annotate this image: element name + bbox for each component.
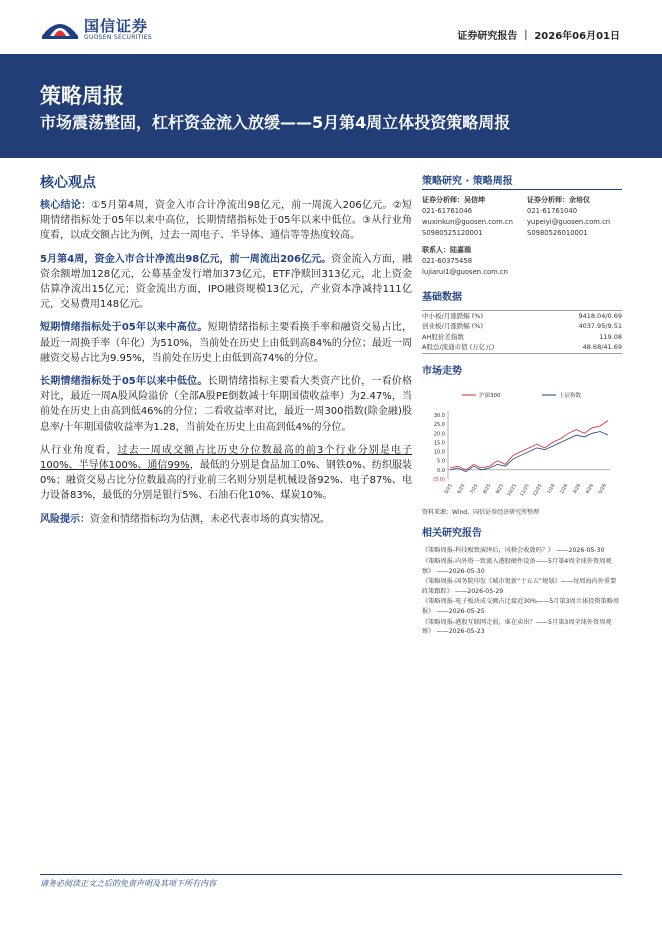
- report-title: 市场震荡整固，杠杆资金流入放缓——5月第4周立体投资策略周报: [40, 113, 511, 132]
- related-report-item[interactable]: 《策略周报-国务院印发《城市更新“十五五”规划》——每周海内外重要政策跟踪》 ——2026-05-29: [422, 578, 617, 595]
- table-row: [422, 332, 622, 343]
- long-term-sentiment-text: 长期情绪指标主要看大类资产比价，一看价格对比，最近一周A股风险溢价（全部A股PE倒数减十年期国债收益率）为2.47%，当前处在历史上由高到低46%的分位；二看收益率对比，最近一周300指数(除金融)股息率/十年期国债收益率为1.28，当前处在历史上由高到低4%的分位。: [40, 376, 412, 433]
- market-trend-chart: [422, 385, 622, 505]
- fund-flow-text: 资金流入方面，融资余额增加128亿元，公募基金发行增加373亿元，ETF净赎回313亿元，北上资金估算净流出15亿元；资金流出方面，IPO融资规模13亿元，产业资本净减持111亿元，交易费用148亿元。: [40, 253, 412, 311]
- basic-data-title: 基础数据: [422, 292, 462, 303]
- sidebar-column: [422, 172, 622, 638]
- risk-label: 风险提示：: [40, 513, 90, 525]
- report-category: 策略周报: [40, 84, 124, 108]
- guosen-logo: [40, 14, 180, 44]
- short-term-sentiment-label: 短期情绪指标处于05年以来中高位。: [40, 322, 208, 334]
- basic-data-value: 48.68/41.69: [582, 343, 622, 352]
- basic-data-value: 4037.95/9.51: [578, 322, 622, 331]
- related-report-item[interactable]: 《策略周报-电子板块成交额占比接近30%——5月第3周立体投资策略周报》 ——2026-05-25: [422, 598, 620, 615]
- series-line: [450, 421, 608, 470]
- y-tick-label: 25.0: [433, 422, 445, 429]
- industry-paragraph: [40, 443, 412, 504]
- analyst-1: [422, 195, 517, 239]
- analysts-block: [422, 195, 622, 239]
- research-type: 策略研究 · 策略周报: [422, 172, 622, 190]
- basic-data-label: A股总/流通市值 (万亿元): [422, 343, 495, 352]
- report-type-date: 证券研究报告 ｜ 2026年06月01日: [457, 31, 620, 42]
- x-tick-label: 7/25: [469, 483, 480, 496]
- x-tick-label: 8/25: [482, 483, 493, 496]
- industry-text: ，最低的分别是食品加工0%、钢铁0%、纺织服装0%；融资交易占比分位数最高的行业前三名则分别是机械设备92%、电子87%、电力设备83%，最低的分别是银行5%、石油石化10%、煤炭10%。: [40, 460, 413, 502]
- y-tick-label: 20.0: [433, 431, 445, 438]
- core-views-column: [40, 172, 412, 535]
- fund-flow-label: 5月第4周，资金入市合计净流出98亿元，前一周流出206亿元。: [40, 253, 332, 265]
- analyst-2-cert: S0980526010001: [527, 229, 588, 237]
- analyst-1-cert: S0980525120001: [422, 229, 483, 237]
- industry-underlined-text: 过去一周成交额占比历史分位数最高的前3个行业分别是电子100%、半导体100%、通信99%: [40, 444, 412, 472]
- basic-data-label: 中小板/月涨跌幅 (%): [422, 311, 484, 320]
- contact-title: 联系人：陆嘉瑞: [422, 246, 471, 254]
- x-tick-label: 11/25: [519, 483, 531, 498]
- guosen-logo-icon: [40, 14, 80, 44]
- risk-paragraph: [40, 512, 412, 527]
- basic-data-value: 119.08: [599, 332, 622, 341]
- x-tick-label: 9/25: [495, 483, 506, 496]
- basic-data-table: [422, 310, 622, 354]
- y-tick-label: 0.0: [437, 468, 445, 475]
- logo-text-cn: 国信证券: [84, 17, 149, 35]
- table-row: [422, 343, 622, 354]
- short-term-sentiment-text: 短期情绪指标主要看换手率和融资交易占比，最近一周换手率（年化）为510%，当前处在历史上由低到高84%的分位；最近一周融资交易占比为9.95%，当前处在历史上由低到高74%的分位。: [40, 322, 412, 364]
- x-tick-label: 2/26: [559, 483, 570, 496]
- logo-text-en: GUOSEN SECURITIES: [84, 34, 153, 41]
- contact-email[interactable]: lujiarui1@guosen.com.cn: [422, 268, 508, 276]
- table-row: [422, 322, 622, 333]
- page-header: [0, 0, 662, 52]
- related-reports-list: [422, 546, 622, 636]
- y-tick-label: 30.0: [433, 413, 445, 420]
- x-tick-label: 12/25: [532, 483, 544, 498]
- y-tick-label: (5.0): [433, 477, 445, 484]
- core-views-title: 核心观点: [40, 175, 96, 191]
- contact-block: [422, 245, 622, 278]
- x-tick-label: 4/26: [585, 483, 595, 496]
- x-tick-label: 1/26: [546, 483, 557, 496]
- basic-data-label: 创业板/月涨跌幅 (%): [422, 322, 484, 331]
- industry-label: 从行业角度看，: [40, 444, 118, 456]
- core-conclusion-label: 核心结论：: [40, 200, 92, 211]
- market-trend-svg: [422, 385, 622, 505]
- y-tick-label: 5.0: [437, 459, 445, 466]
- related-report-item[interactable]: 《策略周报-内外资一致流入港股硬件设备——5月第4周全球外资周观察》 ——2026-05-30: [422, 557, 612, 575]
- related-report-item[interactable]: 《策略周报-港股互联网走弱，谁在卖出？——5月第3周全球外资周观察》 ——2026-05-23: [422, 618, 612, 636]
- analyst-2: [527, 195, 622, 239]
- footer-divider: [40, 874, 622, 875]
- analyst-1-email[interactable]: wuxinkun@guosen.com.cn: [422, 218, 513, 226]
- core-conclusion-paragraph: [40, 198, 412, 244]
- legend-label: 上证指数: [559, 393, 582, 400]
- series-line: [450, 432, 608, 472]
- footer-disclaimer: 请务必阅读正文之后的免责声明及其项下所有内容: [40, 879, 216, 888]
- fund-flow-paragraph: [40, 252, 412, 313]
- analyst-1-phone: 021-61761046: [422, 207, 473, 215]
- core-conclusion-text: ①5月第4周，资金入市合计净流出98亿元，前一周流入206亿元。②短期情绪指标处于05年以来中高位，长期情绪指标处于05年以来中低位。③从行业角度看，以成交额占比为例，过去一周电子、半导体、通信等等热度较高。: [40, 200, 413, 242]
- related-reports-title: 相关研究报告: [422, 528, 482, 540]
- risk-text: 资金和情绪指标均为估测，未必代表市场的真实情况。: [90, 513, 330, 525]
- long-term-sentiment-label: 长期情绪指标处于05年以来中低位。: [40, 376, 208, 388]
- y-tick-label: 15.0: [433, 440, 445, 447]
- x-tick-label: 3/26: [572, 483, 583, 496]
- contact-phone: 021-60375458: [422, 257, 473, 265]
- chart-source: 资料来源：Wind、国信证券经济研究所整理: [422, 509, 540, 517]
- long-term-sentiment-paragraph: [40, 374, 412, 435]
- table-row: [422, 311, 622, 322]
- analyst-1-title: 证券分析师：吴信坤: [422, 196, 485, 204]
- analyst-2-title: 证券分析师：余培仪: [527, 196, 590, 204]
- legend-label: 沪深300: [479, 393, 501, 400]
- basic-data-label: AH股价差指数: [422, 332, 464, 341]
- basic-data-value: 9418.04/0.69: [578, 311, 622, 320]
- market-trend-title: 市场走势: [422, 366, 462, 378]
- x-tick-label: 6/25: [457, 483, 467, 496]
- short-term-sentiment-paragraph: [40, 320, 412, 366]
- x-tick-label: 5/25: [444, 483, 454, 496]
- analyst-2-email[interactable]: yupeiyi@guosen.com.cn: [527, 218, 611, 226]
- x-tick-label: 10/25: [506, 483, 518, 498]
- analyst-2-phone: 021-61761040: [527, 207, 578, 215]
- y-tick-label: 10.0: [433, 449, 445, 456]
- related-report-item[interactable]: 《策略周报-科技极致演绎后，风格会收敛吗？》 ——2026-05-30: [422, 547, 605, 555]
- x-tick-label: 5/26: [598, 483, 608, 496]
